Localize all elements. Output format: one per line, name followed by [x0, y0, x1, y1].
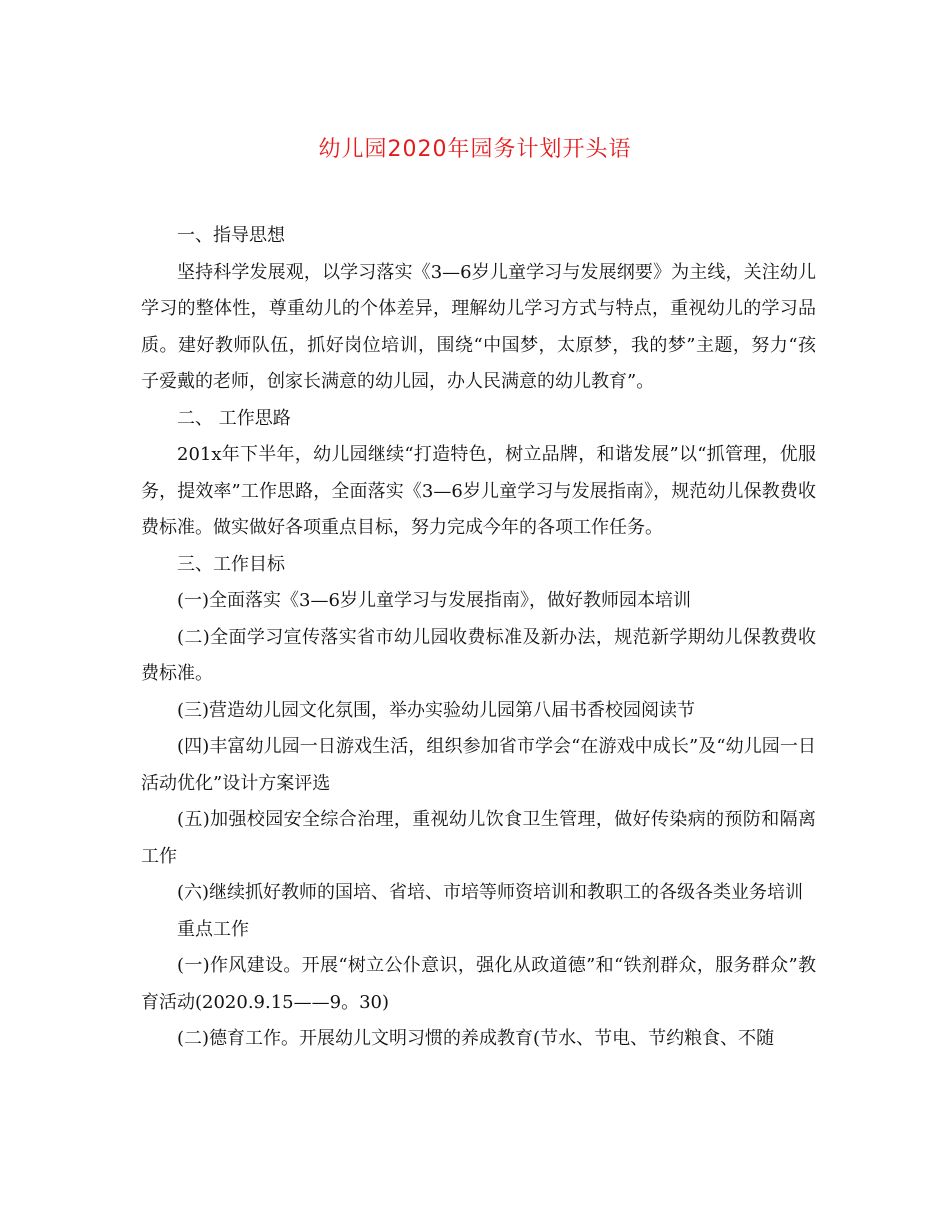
goal-item-6: (六)继续抓好教师的国培、省培、市培等师资培训和教职工的各级各类业务培训: [177, 882, 804, 903]
paragraph-work-approach: 201x年下半年，幼儿园继续“打造特色，树立品牌，和谐发展”以“抓管理，优服务，提效率”工作思路，全面落实《3—6岁儿童学习与发展指南》，规范幼儿保教费收费标准。做实做好各项重点目标，努力完成今年的各项工作任务。: [141, 444, 816, 538]
goal-item-3: (三)营造幼儿园文化氛围，举办实验幼儿园第八届书香校园阅读节: [177, 699, 696, 721]
key-work-item-2: (二)德育工作。开展幼儿文明习惯的养成教育(节水、节电、节约粮食、不随: [177, 1028, 775, 1049]
document-body: [141, 218, 816, 1058]
section-heading-work-approach: 二、 工作思路: [177, 407, 291, 429]
goal-item-1: (一)全面落实《3—6岁儿童学习与发展指南》，做好教师园本培训: [177, 590, 691, 611]
goal-item-5: (五)加强校园安全综合治理，重视幼儿饮食卫生管理，做好传染病的预防和隔离工作: [141, 809, 816, 867]
goal-item-4: (四)丰富幼儿园一日游戏生活，组织参加省市学会“在游戏中成长”及“幼儿园一日活动优化”设计方案评选: [141, 736, 816, 794]
paragraph-guiding-thought: 坚持科学发展观，以学习落实《3—6岁儿童学习与发展纲要》为主线，关注幼儿学习的整体性，尊重幼儿的个体差异，理解幼儿学习方式与特点，重视幼儿的学习品质。建好教师队伍，抓好岗位培训，围绕“中国梦，太原梦，我的梦”主题，努力“孩子爱戴的老师，创家长满意的幼儿园，办人民满意的幼儿教育”。: [141, 261, 816, 392]
section-heading-work-goals: 三、工作目标: [177, 553, 285, 575]
goal-item-2: (二)全面学习宣传落实省市幼儿园收费标准及新办法，规范新学期幼儿保教费收费标准。: [141, 626, 816, 684]
key-work-item-1: (一)作风建设。开展“树立公仆意识，强化从政道德”和“铁剂群众，服务群众”教育活动(2020.9.15——9。30): [141, 955, 816, 1013]
section-heading-key-work: 重点工作: [177, 918, 249, 940]
section-heading-guiding-thought: 一、指导思想: [177, 225, 285, 246]
document-title: 幼儿园2020年园务计划开头语: [318, 137, 632, 162]
